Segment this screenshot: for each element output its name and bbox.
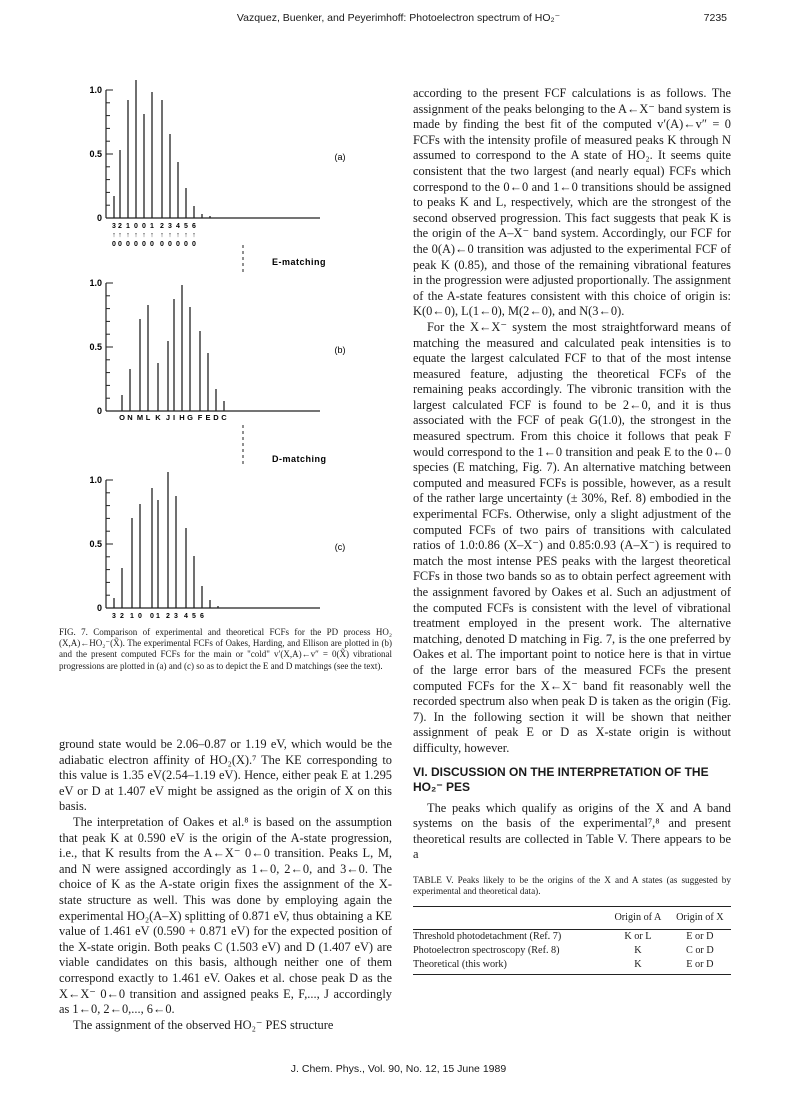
transition-arrow: ↑	[126, 232, 130, 239]
y-tick-label: 0	[96, 213, 102, 223]
section-heading: VI. DISCUSSION ON THE INTERPRETATION OF THE HO₂⁻ PES	[413, 764, 709, 794]
paragraph: The peaks which qualify as origins of the X and A band systems on the basis of the experimental⁷,⁸ and present theoretical results are collected in Table V. There appears to be a	[413, 800, 731, 862]
transition-label: 3	[112, 613, 116, 620]
table-row	[413, 944, 731, 958]
table-cell: K	[607, 958, 669, 975]
transition-label: 0	[192, 241, 196, 248]
transition-label: 4	[184, 613, 188, 620]
peak-letter: L	[145, 413, 151, 422]
transition-label: 6	[200, 613, 204, 620]
transition-arrow: ↑	[142, 232, 146, 239]
transition-label: 1	[126, 223, 130, 230]
transition-label: 0	[134, 223, 138, 230]
transition-label: 6	[192, 223, 196, 230]
transition-label: 0	[150, 613, 154, 620]
transition-label: 0	[134, 241, 138, 248]
table-cell: Threshold photodetachment (Ref. 7)	[413, 930, 562, 942]
transition-label: 0	[142, 223, 146, 230]
page-footer: J. Chem. Phys., Vol. 90, No. 12, 15 June 1989	[290, 1063, 507, 1075]
transition-label: 3	[112, 223, 116, 230]
column-header: Origin of X	[669, 906, 731, 929]
transition-label: 0	[126, 241, 130, 248]
y-tick-label: 0.5	[89, 342, 102, 352]
column-header: Origin of A	[607, 906, 669, 929]
transition-label: 4	[176, 223, 180, 230]
column-header	[413, 906, 607, 929]
transition-label: 5	[184, 223, 188, 230]
table-v	[413, 906, 731, 975]
peak-letter: M	[136, 413, 144, 422]
table-cell: E or D	[669, 958, 731, 975]
right-column	[413, 86, 731, 975]
header-title: Vazquez, Buenker, and Peyerimhoff: Photoelectron spectrum of HO₂⁻	[236, 12, 561, 24]
y-tick-label: 0	[96, 603, 102, 613]
transition-label: 0	[184, 241, 188, 248]
transition-label: 0	[168, 241, 172, 248]
peak-letter: D	[213, 413, 219, 422]
peak-letter: C	[221, 413, 227, 422]
table-cell: Photoelectron spectroscopy (Ref. 8)	[413, 944, 560, 956]
transition-label: 1	[130, 613, 134, 620]
transition-arrow: ↑	[150, 232, 154, 239]
transition-arrow: ↑	[168, 232, 172, 239]
transition-arrow: ↑	[112, 232, 116, 239]
panel-label: (a)	[334, 152, 346, 162]
transition-label: 2	[166, 613, 170, 620]
transition-arrow: ↑	[160, 232, 164, 239]
y-tick-label: 1.0	[89, 278, 102, 288]
table-cell: E or D	[686, 930, 714, 942]
y-tick-label: 1.0	[89, 85, 102, 95]
page-number: 7235	[703, 12, 727, 24]
matching-label: E-matching	[272, 257, 327, 267]
transition-label: 0	[160, 241, 164, 248]
table-caption: TABLE V. Peaks likely to be the origins of the X and A states (as suggested by experimental and theoretical data).	[413, 874, 731, 897]
table-row	[413, 958, 731, 975]
peak-letter: G	[187, 413, 193, 422]
peak-letter: K	[155, 413, 161, 422]
peak-letter: H	[179, 413, 185, 422]
transition-label: 0	[142, 241, 146, 248]
transition-arrow: ↑	[184, 232, 188, 239]
table-cell: Theoretical (this work)	[413, 958, 607, 975]
peak-letter: F	[197, 413, 203, 422]
paragraph: For the X←X⁻ system the most straightforward means of matching the measured and calculated peak intensities is to equate the largest calculated FCF to that of the most intense measured feature, adjusting the theoretical FCFs of the remaining peaks accordingly. The vibronic transition with the largest calculated FCF is found to be 2←0, and it is thus associated with the FCF of peak G(1.0), the strongest in the measured spectrum. From this choice it follows that peak F would correspond to the 1←0 transition and peak E to the 0←0 species (E matching, Fig. 7). An alternative matching between computed and measured FCFs is possible, however, as a result of the rather large uncertainty (± 30%, Ref. 8) embodied in the experimental FCFs. Otherwise, only a slight adjustment of the computed FCFs of two pairs of transitions with calculated ratios of 1.0:0.86 (X–X⁻) and 0.85:0.93 (A–X⁻) is required to match the most intense PES peaks with the largest theoretical FCFs in those two bands so as to obtain perfect agreement with the assignment favored by Oakes et al. Such an adjustment of the computed FCFs is consistent with the level of vibrational treatment employed in the present work. The alternative matching, denoted D matching in Fig. 7, is the one preferred by Oakes et al. The important point to notice here is that in virtue of the large error bars of the measured FCFs the present computed FCFs for the X←X⁻ band fit reasonably well the recorded spectrum also when peak D is taken as the origin (Fig. 7). In the following section it will be shown that neither assignment of peak E or D as X-state origin is without difficulty, however.	[413, 319, 731, 755]
peak-letter: E	[205, 413, 211, 422]
y-tick-label: 0.5	[89, 539, 102, 549]
table-cell: K	[634, 944, 642, 956]
panel-label: (b)	[334, 345, 346, 355]
y-tick-label: 0.5	[89, 149, 102, 159]
table-cell: C or D	[685, 944, 714, 956]
transition-label: 1	[150, 223, 154, 230]
transition-arrow: ↑	[134, 232, 138, 239]
paragraph: according to the present FCF calculations is as follows. The assignment of the peaks belonging to the A←X⁻ band system is made by finding the best fit of the computed v′(A)←v″ = 0 FCFs with the intensity profile of measured peaks K through N assumed to correspond to the A state of HO₂. It seems quite consistent that the two largest (and nearly equal) FCFs which correspond to the 0←0 and 1←0 transitions should be assigned to peaks K and L, respectively, which are the strongest of the second observed progression. This fact suggests that peak K is the origin of the A–X⁻ band system. Accordingly, our FCF for the 0(A)←0 transition was adjusted to the experimental FCF of peak K (0.85), and those of the remaining vibrational features in the progression were adjusted proportionally. The assignment of the A-state features consistent with this choice of origin is: K(0←0), L(1←0), M(2←0), and N(3←0).	[413, 86, 731, 319]
transition-label: 0	[176, 241, 180, 248]
transition-label: 0	[118, 241, 122, 248]
transition-label: 1	[156, 613, 160, 620]
transition-label: 0	[150, 241, 154, 248]
paragraph: The assignment of the observed HO₂⁻ PES structure	[73, 1017, 334, 1032]
transition-arrow: ↑	[176, 232, 180, 239]
matching-label: D-matching	[272, 454, 327, 464]
transition-arrow: ↑	[118, 232, 122, 239]
table-header-row	[413, 906, 731, 929]
figure-caption: FIG. 7. Comparison of experimental and theoretical FCFs for the PD process HO₂ (X,A)←HO₂⁻(X̃). The experimental FCFs of Oakes, Harding, and Ellison are plotted in (b) and the present computed FCFs for the main or "cold" v′(X,A)←v″ = 0(X̃) vibrational progressions are plotted in (a) and (c) so as to depict the E and D matchings (see the text).	[59, 627, 392, 671]
panel-a	[89, 80, 345, 248]
transition-label: 2	[118, 223, 122, 230]
peak-letter: N	[127, 413, 133, 422]
transition-label: 0	[138, 613, 142, 620]
transition-label: 3	[168, 223, 172, 230]
table-row	[413, 929, 731, 944]
peak-letter: J	[165, 413, 171, 422]
y-tick-label: 1.0	[89, 475, 102, 485]
panel-c	[89, 454, 345, 620]
transition-label: 3	[174, 613, 178, 620]
transition-label: 2	[120, 613, 124, 620]
panel-b	[89, 257, 345, 422]
table-cell: K or L	[624, 930, 652, 942]
figure-7	[40, 80, 400, 620]
panel-label: (c)	[334, 542, 346, 552]
peak-letter: O	[119, 413, 125, 422]
y-tick-label: 0	[96, 406, 102, 416]
transition-arrow: ↑	[192, 232, 196, 239]
left-column-text	[59, 737, 392, 1033]
transition-label: 5	[192, 613, 196, 620]
peak-letter: I	[172, 413, 176, 422]
transition-label: 2	[160, 223, 164, 230]
paragraph: ground state would be 2.06–0.87 or 1.19 eV, which would be the adiabatic electron affinity of HO₂(X).⁷ The KE corresponding to this value is 1.35 eV(2.54–1.19 eV). Hence, either peak E at 1.295 eV or D at 1.407 eV might be assigned as the origin of X on this basis.	[59, 737, 392, 814]
paragraph: The interpretation of Oakes et al.⁸ is based on the assumption that peak K at 0.590 eV is the origin of the A-state progression, i.e., that K results from the A←X⁻ 0←0 transition. Peaks L, M, and N were assigned accordingly as 1←0, 2←0, and 3←0. The choice of K as the A-state origin fixes the assignment of the X-state structure as well. This was done by employing again the experimental HO₂(A–X) splitting of 0.871 eV, thus obtaining a KE value of 1.461 eV (0.590 + 0.871 eV) for the expected position of the X-state origin. Both peaks C (1.503 eV) and D (1.407 eV) are viable candidates on this basis, although neither one of them correspond exactly to 1.461 eV. Oakes et al. chose peak D as the X←X⁻ 0←0 transition and assigned peaks E, F,..., J accordingly as 1←0, 2←0,..., 6←0.	[59, 814, 392, 1017]
transition-label: 0	[112, 241, 116, 248]
